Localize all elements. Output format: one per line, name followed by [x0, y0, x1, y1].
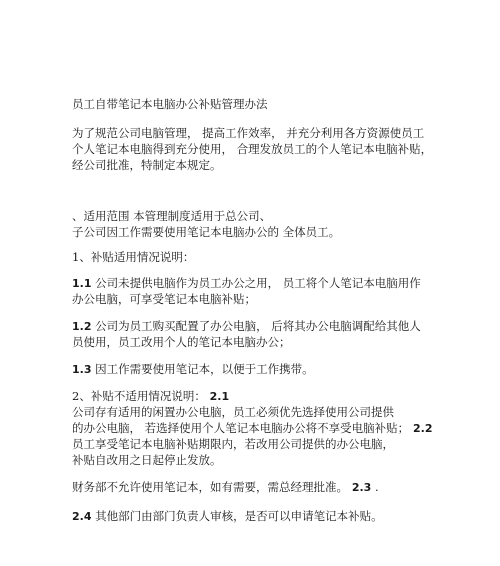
- section-2-line-1: 公司存有适用的闲置办公电脑，员工必须优先选择使用公司提供: [72, 405, 394, 419]
- item-2-3: [72, 479, 379, 496]
- document-title: 员工自带笔记本电脑办公补贴管理办法: [72, 97, 268, 111]
- item-1-2-text: 公司为员工购买配置了办公电脑， 后将其办公电脑调配给其他人: [91, 319, 421, 333]
- intro-line-2: 个人笔记本电脑得到充分使用， 合理发放员工的个人笔记本电脑补贴，: [72, 142, 433, 156]
- scope-line-1: 、适用范围 本管理制度适用于总公司、: [72, 209, 272, 223]
- section-2-line-3: 员工享受笔记本电脑补贴期限内，若改用公司提供的办公电脑，: [72, 437, 394, 451]
- item-1-1-line-2: 办公电脑，可享受笔记本电脑补贴；: [72, 292, 256, 306]
- item-1-3-number: 1.3: [72, 363, 92, 376]
- item-1-1-text: 公司未提供电脑作为员工办公之用， 员工将个人笔记本电脑用作: [91, 276, 421, 290]
- item-2-2-number: 2.2: [409, 422, 433, 435]
- section-2-line-2: [72, 420, 432, 437]
- item-2-4-text: 其他部门由部门负责人审核，是否可以申请笔记本补贴。: [91, 509, 383, 523]
- item-2-3-number: 2.3: [348, 481, 372, 494]
- item-2-4: [72, 508, 383, 525]
- intro-line-3: 经公司批准，特制定本规定。: [72, 158, 222, 172]
- intro-line-1: 为了规范公司电脑管理， 提高工作效率， 并充分利用各方资源使员工: [72, 126, 425, 140]
- section-2-heading: [72, 388, 229, 405]
- item-1-2-line-2: 员使用，员工改用个人的笔记本电脑办公；: [72, 335, 291, 349]
- item-2-1-number: 2.1: [205, 390, 230, 403]
- item-1-2-line-1: [72, 318, 421, 335]
- section-2-heading-text: 2、补贴不适用情况说明：: [72, 389, 206, 403]
- item-2-3-suffix: .: [371, 480, 379, 494]
- item-1-1-line-1: [72, 275, 421, 292]
- item-1-1-number: 1.1: [72, 277, 92, 290]
- section-1-heading: 1、补贴适用情况说明：: [72, 250, 195, 264]
- item-1-3-text: 因工作需要使用笔记本，以便于工作携带。: [91, 362, 314, 376]
- finance-text: 财务部不允许使用笔记本，如有需要，需总经理批准。: [72, 480, 348, 494]
- section-2-line-4: 补贴自改用之日起停止发放。: [72, 453, 222, 467]
- item-2-4-number: 2.4: [72, 510, 92, 523]
- section-2-line-2-text: 的办公电脑， 若选择使用个人笔记本电脑办公将不享受电脑补贴；: [72, 421, 410, 435]
- scope-line-2: 子公司因工作需要使用笔记本电脑办公的 全体员工。: [72, 225, 341, 239]
- item-1-2-number: 1.2: [72, 320, 92, 333]
- item-1-3: [72, 361, 314, 378]
